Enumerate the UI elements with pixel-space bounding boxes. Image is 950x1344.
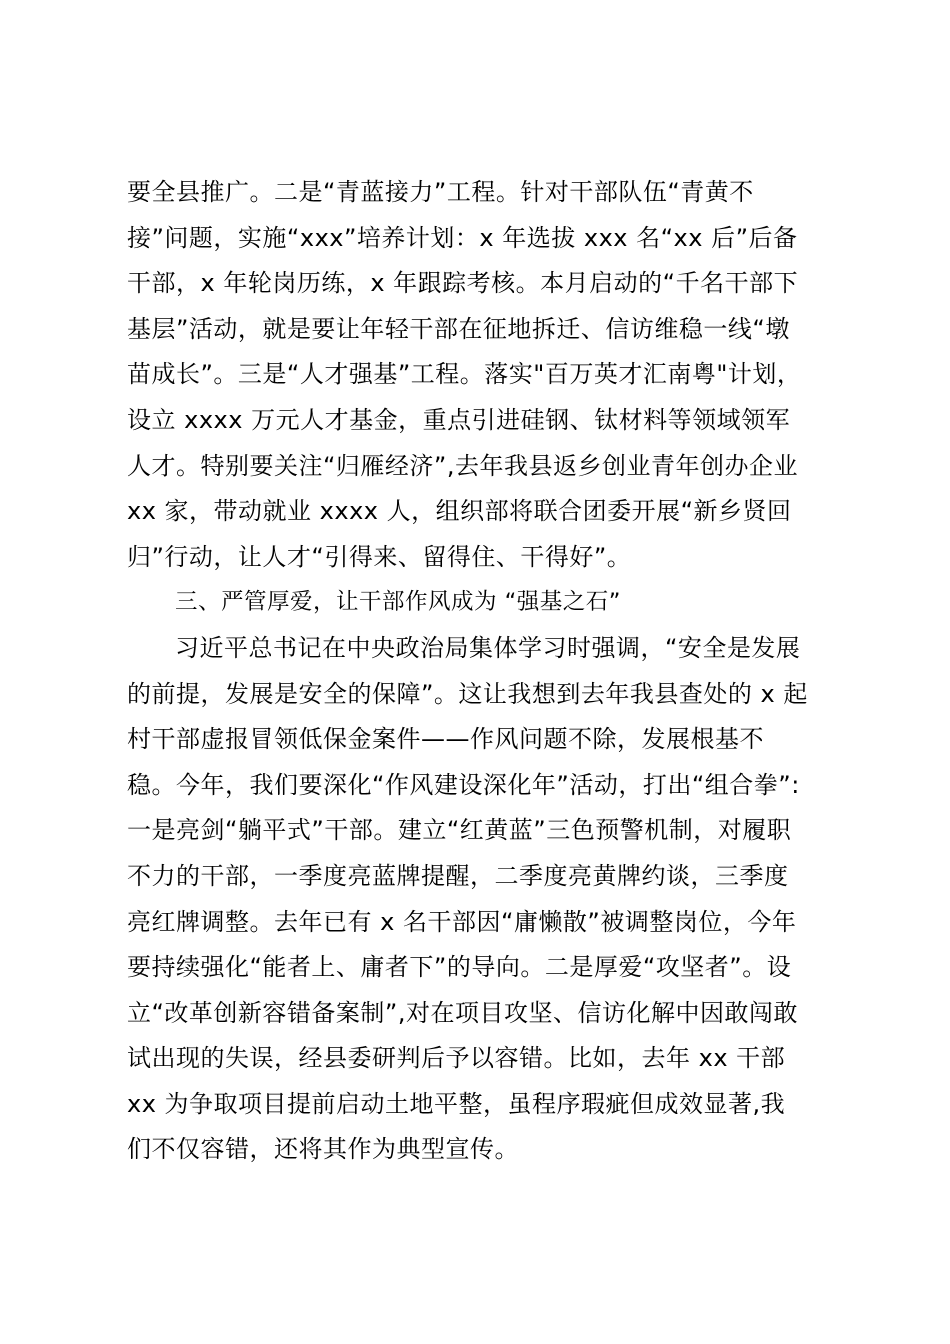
text-line: xx 家，带动就业 xxxx 人，组织部将联合团委开展“新乡贤回 <box>127 497 792 526</box>
text-line: 们不仅容错，还将其作为典型宣传。 <box>127 1135 519 1164</box>
text-line: 习近平总书记在中央政治局集体学习时强调，“安全是发展 <box>175 633 801 662</box>
text-line: 设立 xxxx 万元人才基金，重点引进硅钢、钛材料等领域领军 <box>127 405 791 434</box>
document-body <box>127 170 827 1173</box>
text-line: 稳。今年，我们要深化“作风建设深化年”活动，打出“组合拳”: <box>127 770 800 799</box>
text-line: 基层”活动，就是要让年轻干部在征地拆迁、信访维稳一线“墩 <box>127 314 790 343</box>
section-heading: 三、严管厚爱，让干部作风成为 “强基之石” <box>175 589 621 616</box>
text-line: 要全县推广。二是“青蓝接力”工程。针对干部队伍“青黄不 <box>127 178 754 206</box>
text-line: 要持续强化“能者上、庸者下”的导向。二是厚爱“攻坚者”。设 <box>127 953 792 982</box>
text-line: 亮红牌调整。去年已有 x 名干部因“庸懒散”被调整岗位，今年 <box>127 907 797 936</box>
paragraph-conduct <box>127 626 827 1173</box>
text-line: xx 为争取项目提前启动土地平整，虽程序瑕疵但成效显著,我 <box>127 1089 786 1118</box>
text-line: 村干部虚报冒领低保金案件——作风问题不除，发展根基不 <box>127 725 764 754</box>
text-line: 苗成长”。三是“人才强基”工程。落实"百万英才汇南粤"计划， <box>127 360 802 389</box>
text-line: 接”问题，实施“xxx”培养计划：x 年选拔 xxx 名“xx 后”后备 <box>127 223 798 252</box>
text-line: 归”行动，让人才“引得来、留得住、干得好”。 <box>127 542 632 571</box>
text-line: 人才。特别要关注“归雁经济”,去年我县返乡创业青年创办企业 <box>127 451 798 480</box>
text-line: 的前提，发展是安全的保障”。这让我想到去年我县查处的 x 起 <box>127 679 808 708</box>
text-line: 一是亮剑“躺平式”干部。建立“红黄蓝”三色预警机制，对履职 <box>127 816 792 845</box>
text-line: 干部，x 年轮岗历练，x 年跟踪考核。本月启动的“千名干部下 <box>127 269 799 298</box>
text-line: 立“改革创新容错备案制”,对在项目攻坚、信访化解中因敢闯敢 <box>127 998 798 1027</box>
text-line: 不力的干部，一季度亮蓝牌提醒，二季度亮黄牌约谈，三季度 <box>127 861 789 890</box>
text-line: 试出现的失误，经县委研判后予以容错。比如，去年 xx 干部 <box>127 1044 786 1073</box>
paragraph-talent <box>127 170 827 580</box>
